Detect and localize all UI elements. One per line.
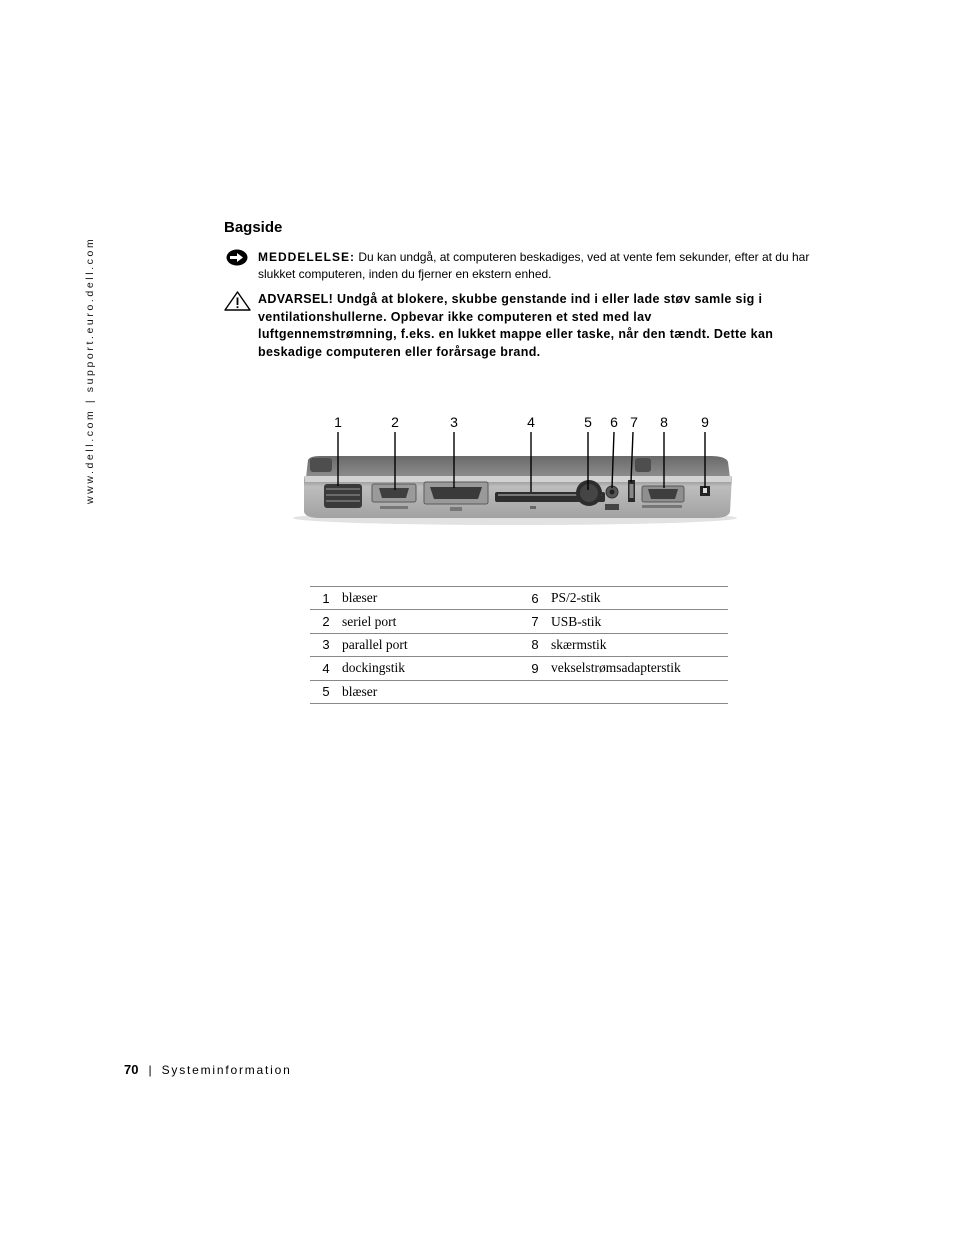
callout-number: 2	[391, 414, 399, 430]
notice-arrow-icon	[226, 249, 248, 266]
callout-number: 8	[660, 414, 668, 430]
legend-number: 1	[310, 587, 342, 610]
page-number: 70	[124, 1062, 139, 1077]
table-row	[310, 610, 728, 633]
legend-number: 8	[519, 633, 551, 656]
notice-label: MEDDELELSE:	[258, 250, 356, 264]
legend-label: skærmstik	[551, 633, 728, 656]
legend-label: blæser	[342, 680, 519, 703]
callout-numbers	[0, 414, 954, 434]
legend-label: USB-stik	[551, 610, 728, 633]
warning-triangle-icon	[224, 291, 251, 311]
legend-number: 2	[310, 610, 342, 633]
legend-label: PS/2-stik	[551, 587, 728, 610]
callout-number: 3	[450, 414, 458, 430]
warning-box	[224, 291, 784, 361]
legend-number	[519, 680, 551, 703]
warning-text: ADVARSEL! Undgå at blokere, skubbe genstande ind i eller lade støv samle sig i ventilationshullerne. Opbevar ikke computeren et sted med lav luftgennemstrømning, f.eks. en lukket mappe eller taske, når den tændt. Dette kan beskadige computeren eller forårsage brand.	[258, 292, 774, 359]
footer-section-name: Systeminformation	[161, 1063, 292, 1077]
legend-number: 7	[519, 610, 551, 633]
callout-number: 5	[584, 414, 592, 430]
callout-number: 4	[527, 414, 535, 430]
section-heading: Bagside	[224, 219, 283, 236]
notice-body: Du kan undgå, at computeren beskadiges, ved at vente fem sekunder, efter at du har slukket computeren, inden du fjerner en ekstern enhed.	[258, 250, 810, 281]
callout-number: 7	[630, 414, 638, 430]
legend-number: 4	[310, 657, 342, 680]
notice-box	[224, 249, 814, 283]
callout-number: 9	[701, 414, 709, 430]
legend-label	[551, 680, 728, 703]
legend-number: 9	[519, 657, 551, 680]
callout-number: 1	[334, 414, 342, 430]
table-row	[310, 587, 728, 610]
legend-number: 5	[310, 680, 342, 703]
table-row	[310, 657, 728, 680]
callout-number: 6	[610, 414, 618, 430]
legend-label: blæser	[342, 587, 519, 610]
legend-table	[310, 586, 728, 704]
page-footer	[124, 1062, 292, 1077]
table-row	[310, 680, 728, 703]
footer-separator: |	[148, 1063, 152, 1077]
legend-label: parallel port	[342, 633, 519, 656]
notice-text	[258, 249, 814, 283]
legend-number: 3	[310, 633, 342, 656]
legend-number: 6	[519, 587, 551, 610]
sidebar-url: www.dell.com | support.euro.dell.com	[84, 236, 96, 504]
table-row	[310, 633, 728, 656]
legend-label: seriel port	[342, 610, 519, 633]
legend-label: dockingstik	[342, 657, 519, 680]
laptop-back-image	[290, 432, 740, 532]
legend-label: vekselstrømsadapterstik	[551, 657, 728, 680]
